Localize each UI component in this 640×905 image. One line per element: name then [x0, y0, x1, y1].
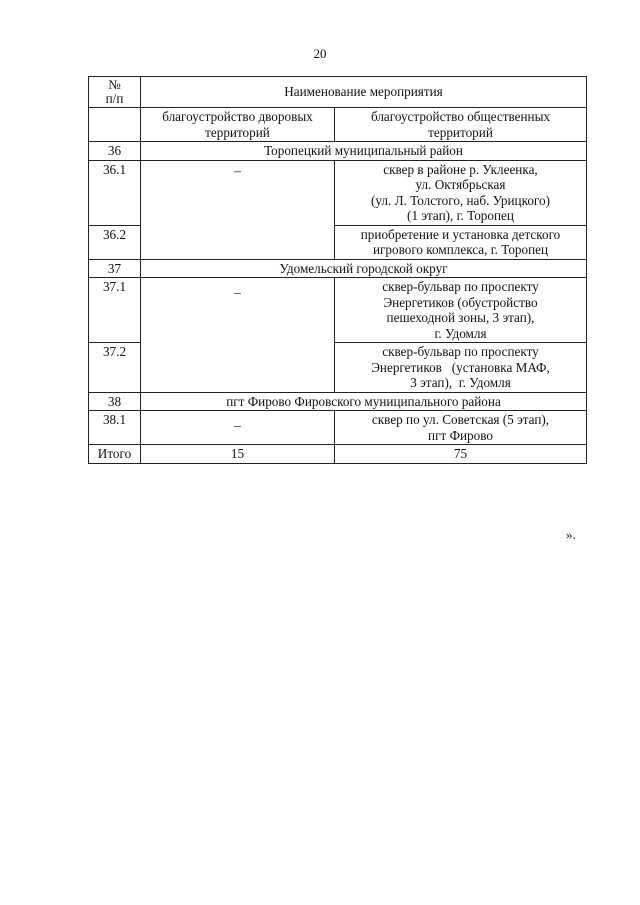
public-line: пгт Фирово	[428, 427, 493, 443]
public-line: сквер в районе р. Уклеенка,	[383, 161, 538, 177]
public-line: 3 этап), г. Удомля	[410, 375, 511, 390]
table-row	[89, 278, 587, 343]
total-label: Итого	[89, 445, 141, 464]
public-line: приобретение и установка детского	[360, 226, 561, 242]
section-title: Торопецкий муниципальный район	[141, 142, 587, 161]
section-number: 36	[89, 142, 141, 161]
subheader-public-cell: благоустройство общественных территорий	[335, 108, 587, 142]
public-cell	[335, 411, 587, 445]
section-row	[89, 142, 587, 161]
public-cell	[335, 343, 587, 393]
public-line: г. Удомля	[434, 325, 487, 341]
section-title: Удомельский городской округ	[141, 259, 587, 278]
total-row	[89, 445, 587, 464]
total-yard: 15	[141, 445, 335, 464]
public-cell	[335, 225, 587, 259]
public-line: (1 этап), г. Торопец	[407, 208, 514, 223]
public-line: Энергетиков (установка МАФ,	[371, 359, 550, 375]
table-subheader-row	[89, 108, 587, 142]
page-number: 20	[313, 46, 327, 61]
header-number-cell	[89, 77, 141, 108]
table-header-row	[89, 77, 587, 108]
yard-cell	[141, 160, 335, 259]
subheader-yard-cell: благоустройство дворовых территорий	[141, 108, 335, 142]
subheader-empty-cell	[89, 108, 141, 142]
public-line: Энергетиков (обустройство	[383, 294, 538, 310]
row-number: 36.1	[89, 160, 141, 225]
section-title: пгт Фирово Фировского муниципального района	[141, 392, 587, 411]
yard-dash: –	[234, 162, 241, 178]
section-row	[89, 392, 587, 411]
public-cell	[335, 278, 587, 343]
table-row	[89, 160, 587, 225]
header-number-abbr: п/п	[105, 91, 124, 106]
public-line: сквер-бульвар по проспекту	[382, 279, 539, 294]
table-row	[89, 411, 587, 445]
row-number: 37.2	[89, 343, 141, 393]
measures-table	[88, 76, 587, 464]
header-name-cell: Наименование мероприятия	[141, 77, 587, 108]
yard-dash: _	[234, 413, 241, 428]
section-number: 37	[89, 259, 141, 278]
yard-cell	[141, 278, 335, 393]
section-number: 38	[89, 392, 141, 411]
public-line: ул. Октябрьская	[415, 177, 506, 192]
public-cell	[335, 160, 587, 225]
header-number-sign: №	[108, 77, 121, 92]
closing-quote-mark: ».	[566, 527, 576, 542]
row-number: 38.1	[89, 411, 141, 445]
public-line: сквер-бульвар по проспекту	[382, 344, 539, 359]
public-line: игрового комплекса, г. Торопец	[372, 242, 549, 257]
public-line: (ул. Л. Толстого, наб. Урицкого)	[371, 192, 550, 208]
row-number: 36.2	[89, 225, 141, 259]
public-line: пешеходной зоны, 3 этап),	[386, 310, 535, 325]
yard-dash: _	[234, 280, 241, 295]
total-public: 75	[335, 445, 587, 464]
public-line: сквер по ул. Советская (5 этап),	[371, 412, 550, 427]
row-number: 37.1	[89, 278, 141, 343]
yard-cell	[141, 411, 335, 445]
section-row	[89, 259, 587, 278]
